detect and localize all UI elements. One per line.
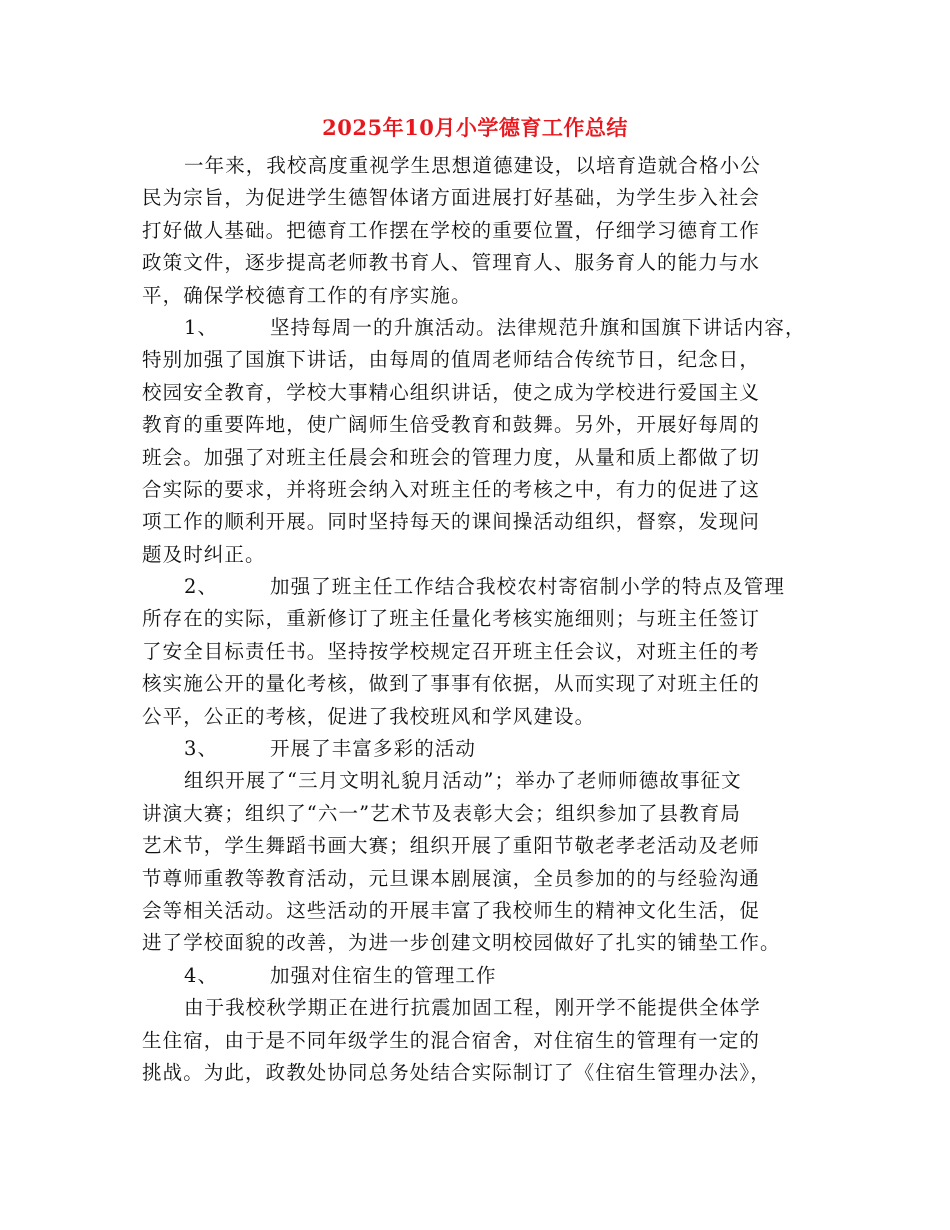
section-line: 会等相关活动。这些活动的开展丰富了我校师生的精神文化生活，促 xyxy=(142,898,761,922)
section-first-line: 开展了丰富多彩的活动 xyxy=(270,737,477,761)
intro-line: 平，确保学校德育工作的有序实施。 xyxy=(142,283,472,307)
section-number: 1、 xyxy=(184,315,219,339)
section-line: 艺术节，学生舞蹈书画大赛；组织开展了重阳节敬老孝老活动及老师 xyxy=(142,834,761,858)
section-first-line: 坚持每周一的升旗活动。法律规范升旗和国旗下讲话内容， xyxy=(270,315,806,339)
section-number: 4、 xyxy=(184,963,219,987)
section-line: 节尊师重教等教育活动，元旦课本剧展演，全员参加的的与经验沟通 xyxy=(142,866,761,890)
section-first-line: 加强了班主任工作结合我校农村寄宿制小学的特点及管理 xyxy=(270,575,786,599)
section-para-first-line: 组织开展了“三月文明礼貌月活动”；举办了老师师德故事征文 xyxy=(184,769,742,793)
section-line: 校园安全教育，学校大事精心组织讲话，使之成为学校进行爱国主义 xyxy=(142,380,761,404)
section-para-first-line: 由于我校秋学期正在进行抗震加固工程，刚开学不能提供全体学 xyxy=(184,996,761,1020)
section-line: 班会。加强了对班主任晨会和班会的管理力度，从量和质上都做了切 xyxy=(142,445,761,469)
section-3-heading-line xyxy=(142,733,814,765)
section-line: 进了学校面貌的改善，为进一步创建文明校园做好了扎实的铺垫工作。 xyxy=(142,931,781,955)
page-title: 2025年10月小学德育工作总结 xyxy=(322,115,628,140)
intro-line: 政策文件，逐步提高老师教书育人、管理育人、服务育人的能力与水 xyxy=(142,251,761,275)
section-number: 2、 xyxy=(184,575,219,599)
section-line: 生住宿，由于是不同年级学生的混合宿舍，对住宿生的管理有一定的 xyxy=(142,1028,761,1052)
intro-line: 打好做人基础。把德育工作摆在学校的重要位置，仔细学习德育工作 xyxy=(142,218,761,242)
section-line: 题及时纠正。 xyxy=(142,542,266,566)
section-2-heading-line xyxy=(142,571,814,603)
intro-line: 民为宗旨，为促进学生德智体诸方面进展打好基础，为学生步入社会 xyxy=(142,186,761,210)
section-line: 公平，公正的考核，促进了我校班风和学风建设。 xyxy=(142,704,596,728)
section-number: 3、 xyxy=(184,737,219,761)
document-body xyxy=(142,150,814,1089)
section-line: 教育的重要阵地，使广阔师生倍受教育和鼓舞。另外，开展好每周的 xyxy=(142,413,761,437)
section-line: 项工作的顺利开展。同时坚持每天的课间操活动组织，督察，发现问 xyxy=(142,510,761,534)
section-first-line: 加强对住宿生的管理工作 xyxy=(270,963,497,987)
section-line: 核实施公开的量化考核，做到了事事有依据，从而实现了对班主任的 xyxy=(142,672,761,696)
section-line: 讲演大赛；组织了“六一”艺术节及表彰大会；组织参加了县教育局 xyxy=(142,801,741,825)
intro-line: 一年来，我校高度重视学生思想道德建设，以培育造就合格小公 xyxy=(184,154,761,177)
section-line: 合实际的要求，并将班会纳入对班主任的考核之中，有力的促进了这 xyxy=(142,477,761,501)
section-line: 特别加强了国旗下讲话，由每周的值周老师结合传统节日，纪念日， xyxy=(142,348,761,372)
section-line: 了安全目标责任书。坚持按学校规定召开班主任会议，对班主任的考 xyxy=(142,639,761,663)
section-1-heading-line xyxy=(142,312,814,344)
section-4-heading-line xyxy=(142,960,814,992)
section-line: 挑战。为此，政教处协同总务处结合实际制订了《住宿生管理办法》， xyxy=(142,1060,771,1084)
section-line: 所存在的实际，重新修订了班主任量化考核实施细则；与班主任签订 xyxy=(142,607,761,631)
